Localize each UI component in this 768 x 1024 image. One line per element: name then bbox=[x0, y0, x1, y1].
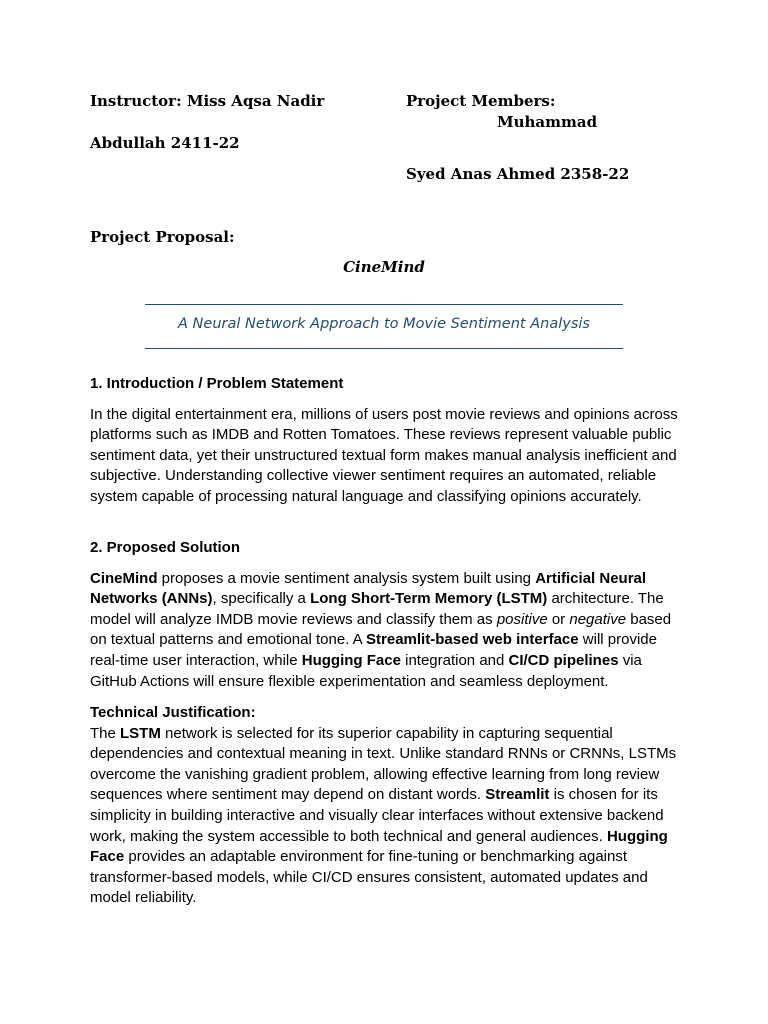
cinemind-term: CineMind bbox=[90, 569, 158, 587]
instructor-line: Instructor: Miss Aqsa Nadir bbox=[90, 92, 325, 110]
member-2: Syed Anas Ahmed 2358-22 bbox=[406, 165, 630, 183]
lstm-bold: LSTM bbox=[120, 724, 161, 742]
project-members-label: Project Members: bbox=[406, 92, 556, 110]
streamlit-interface-term: Streamlit-based web interface bbox=[366, 631, 579, 649]
streamlit-bold: Streamlit bbox=[485, 786, 550, 804]
positive-term: positive bbox=[496, 610, 548, 628]
technical-justification bbox=[90, 703, 682, 909]
hugging-face-term: Hugging Face bbox=[301, 651, 401, 669]
section-2-paragraph: CineMind proposes a movie sentiment analysis system built using Artificial Neural Networks (ANNs), specifically a Long Short-Term Memory (LSTM) architecture. The model will analyze IMDB movie reviews and classify them as positive or negative based on textual patterns and emotional tone. A Streamlit-based web interface will provide real-time user interaction, while Hugging Face integration and CI/CD pipelines via GitHub Actions will ensure flexible experimentation and seamless deployment. bbox=[90, 569, 672, 690]
section-1 bbox=[90, 374, 682, 508]
project-title: CineMind bbox=[343, 258, 425, 276]
member-1-first-name: Muhammad bbox=[497, 113, 598, 131]
section-2-heading: 2. Proposed Solution bbox=[90, 539, 241, 556]
subtitle-bottom-rule bbox=[145, 348, 623, 349]
section-1-paragraph: In the digital entertainment era, millions of users post movie reviews and opinions across platforms such as IMDB and Rotten Tomatoes. These reviews represent valuable public sentiment data, yet their unstructured textual form makes manual analysis inefficient and subjective. Understanding collective viewer sentiment requires an automated, reliable system capable of processing natural language and classifying opinions accurately. bbox=[90, 405, 678, 505]
proposal-label: Project Proposal: bbox=[90, 228, 235, 246]
project-subtitle: A Neural Network Approach to Movie Sentiment Analysis bbox=[178, 316, 590, 332]
justification-heading: Technical Justification: bbox=[90, 704, 256, 721]
subtitle-top-rule bbox=[145, 304, 623, 305]
lstm-term: Long Short-Term Memory (LSTM) bbox=[310, 590, 548, 608]
section-1-heading: 1. Introduction / Problem Statement bbox=[90, 375, 344, 392]
section-2 bbox=[90, 538, 682, 692]
justification-paragraph: The LSTM network is selected for its superior capability in capturing sequential dependencies and contextual meaning in text. Unlike standard RNNs or CRNNs, LSTMs overcome the vanishing gradient problem, allowing effective learning from long review sequences where sentiment may depend on distant words. Streamlit is chosen for its simplicity in building interactive and visually clear interfaces without extensive backend work, making the system accessible to both technical and general audiences. Hugging Face provides an adaptable environment for fine-tuning or benchmarking against transformer-based models, while CI/CD ensures consistent, automated updates and model reliability. bbox=[90, 724, 677, 907]
negative-term: negative bbox=[569, 610, 627, 628]
cicd-term: CI/CD pipelines bbox=[508, 651, 619, 669]
ann-term: Artificial Neural Networks (ANNs) bbox=[90, 569, 647, 608]
hugging-face-bold: Hugging Face bbox=[90, 827, 668, 866]
member-1-last-name: Abdullah 2411-22 bbox=[90, 134, 240, 152]
